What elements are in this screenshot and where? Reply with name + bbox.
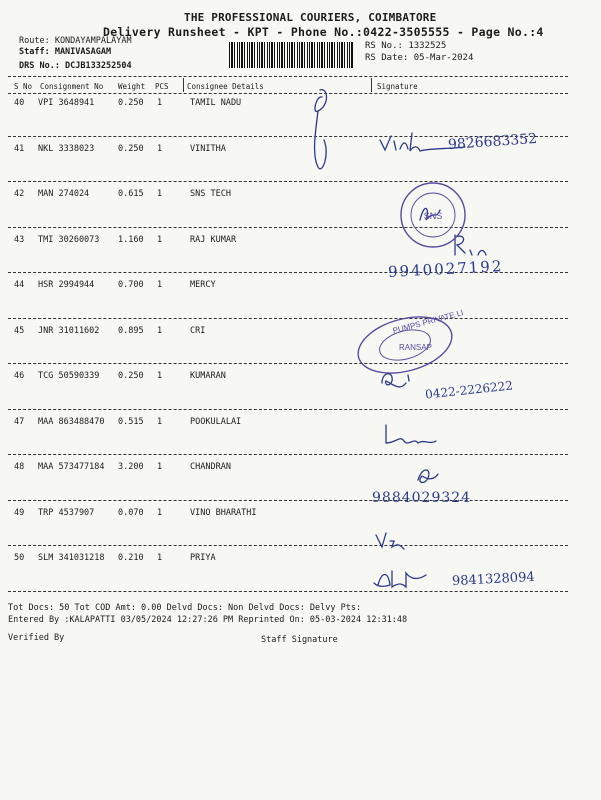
column-separator — [183, 78, 184, 92]
row-consignment-no: VPI 3648941 — [38, 98, 95, 108]
row-consignee: KUMARAN — [190, 371, 226, 381]
header-divider — [8, 76, 568, 77]
row-sno: 48 — [14, 462, 25, 472]
row-pcs: 1 — [157, 462, 163, 472]
row-pcs: 1 — [157, 416, 163, 427]
route-label: Route: KONDAYAMPALAYAM — [19, 36, 132, 46]
col-sno: S No — [14, 82, 33, 91]
row-consignment-no: MAA 573477184 — [38, 462, 105, 472]
row-consignment-no: TMI 30260073 — [38, 234, 100, 245]
row-pcs: 1 — [157, 98, 163, 108]
sns-stamp — [401, 183, 465, 247]
row-sno: 43 — [14, 234, 25, 245]
row-pcs: 1 — [157, 234, 163, 245]
row-sno: 45 — [14, 325, 25, 336]
row-consignee: PRIYA — [190, 553, 216, 563]
row-pcs: 1 — [157, 189, 163, 199]
pumps-stamp — [352, 307, 464, 382]
row-weight: 0.250 — [118, 98, 144, 108]
row-consignment-no: TCG 50590339 — [38, 371, 100, 381]
row-weight: 0.895 — [118, 325, 144, 336]
col-consignment: Consignment No — [40, 82, 104, 91]
row-sno: 44 — [14, 280, 25, 290]
barcode — [229, 42, 354, 68]
row-weight: 1.160 — [118, 234, 144, 245]
row-pcs: 1 — [157, 371, 163, 381]
signature-mark — [376, 533, 404, 549]
row-sno: 47 — [14, 416, 25, 427]
handwritten-phone: 9940027192 — [387, 256, 504, 282]
signature-mark — [374, 571, 426, 587]
row-pcs: 1 — [157, 143, 163, 154]
svg-text:PUMPS PRIVATE LI: PUMPS PRIVATE LI — [391, 307, 465, 336]
signature-mark — [382, 374, 409, 387]
row-weight: 0.515 — [118, 416, 144, 427]
row-sno: 50 — [14, 553, 25, 563]
row-sno: 49 — [14, 507, 25, 518]
entered-by-line: Entered By :KALAPATTI 03/05/2024 12:27:26 PM Reprinted On: 05-03-2024 12:31:48 — [8, 615, 408, 625]
row-pcs: 1 — [157, 553, 163, 563]
row-weight: 0.070 — [118, 507, 144, 518]
row-sno: 42 — [14, 189, 25, 199]
row-pcs: 1 — [157, 507, 163, 518]
signature-mark — [315, 90, 327, 169]
row-weight: 0.250 — [118, 143, 144, 154]
row-sno: 40 — [14, 98, 25, 108]
row-consignee: TAMIL NADU — [190, 98, 242, 108]
rs-number: RS No.: 1332525 — [365, 41, 447, 51]
totals-line: Tot Docs: 50 Tot COD Amt: 0.00 Delvd Docs: Non Delvd Docs: Delvy Pts: — [8, 603, 362, 613]
row-consignment-no: JNR 31011602 — [38, 325, 100, 336]
row-consignee: VINITHA — [190, 143, 226, 154]
signatures-layer — [300, 85, 580, 605]
signature-mark — [418, 470, 438, 482]
company-name: THE PROFESSIONAL COURIERS, COIMBATORE — [184, 11, 437, 24]
handwritten-phone: 9884029324 — [372, 490, 472, 506]
row-consignee: MERCY — [190, 280, 216, 290]
handwritten-phone: 9826683352 — [447, 130, 538, 154]
row-consignment-no: SLM 341031218 — [38, 553, 105, 563]
signature-mark — [455, 235, 486, 255]
row-sno: 41 — [14, 143, 25, 154]
row-weight: 0.250 — [118, 371, 144, 381]
row-consignment-no: HSR 2994944 — [38, 280, 95, 290]
row-weight: 3.200 — [118, 462, 144, 472]
row-sno: 46 — [14, 371, 25, 381]
row-weight: 0.210 — [118, 553, 144, 563]
row-consignee: CHANDRAN — [190, 462, 231, 472]
col-weight: Weight — [118, 82, 146, 91]
runsheet-title: Delivery Runsheet - KPT - Phone No.:0422-3505555 - Page No.:4 — [103, 25, 544, 39]
row-consignee: CRI — [190, 325, 206, 336]
signature-mark — [386, 425, 436, 443]
verified-by-label: Verified By — [8, 633, 65, 643]
row-consignee: RAJ KUMAR — [190, 234, 237, 245]
svg-text:RANSAP: RANSAP — [399, 343, 432, 352]
row-consignee: VINO BHARATHI — [190, 507, 257, 518]
svg-text:SNS: SNS — [423, 211, 443, 221]
drs-number: DRS No.: DCJB133252504 — [19, 61, 132, 71]
row-consignee: SNS TECH — [190, 189, 231, 199]
handwritten-phone: 9841328094 — [451, 569, 536, 590]
row-consignment-no: MAA 863488470 — [38, 416, 105, 427]
row-consignment-no: TRP 4537907 — [38, 507, 95, 518]
handwritten-phone: 0422-2226222 — [424, 378, 514, 402]
col-signature: Signature — [377, 82, 418, 91]
row-weight: 0.700 — [118, 280, 144, 290]
col-pcs: PCS — [155, 82, 169, 91]
row-consignment-no: NKL 3338023 — [38, 143, 95, 154]
rs-date: RS Date: 05-Mar-2024 — [365, 53, 474, 63]
col-consignee: Consignee Details — [187, 82, 264, 91]
row-consignment-no: MAN 274024 — [38, 189, 90, 199]
staff-signature-label: Staff Signature — [261, 635, 338, 645]
row-pcs: 1 — [157, 280, 163, 290]
row-weight: 0.615 — [118, 189, 144, 199]
staff-label: Staff: MANIVASAGAM — [19, 47, 112, 57]
row-pcs: 1 — [157, 325, 163, 336]
row-consignee: POOKULALAI — [190, 416, 242, 427]
